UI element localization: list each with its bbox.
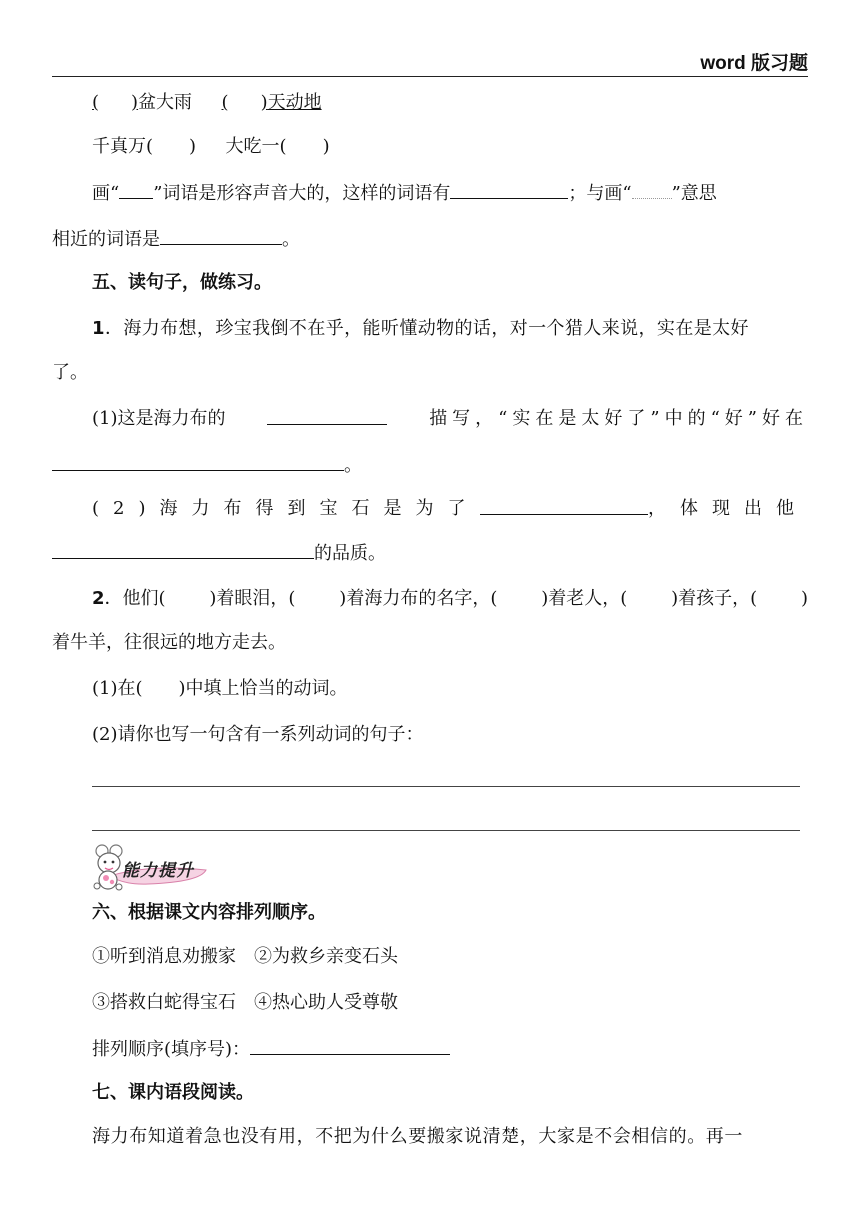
idiom-row-2 — [92, 134, 330, 160]
order-answer: 排列顺序(填序号)： — [92, 1036, 450, 1063]
header-divider — [52, 76, 808, 77]
ability-boost-badge — [88, 842, 212, 892]
idiom-1: ( )盆大雨 — [92, 92, 193, 113]
q1-sentence-line-2: 了。 — [52, 362, 88, 383]
answer-blank[interactable] — [250, 1036, 450, 1055]
header-label: word 版习题 — [700, 53, 808, 74]
answer-line[interactable] — [92, 786, 800, 787]
q1-part-1-line-1: (1)这是海力布的 描写，“实在是太好了”中的“好”好在 — [92, 408, 808, 429]
idiom-4: 大吃一( ) — [225, 136, 330, 157]
order-options-row-2: ③搭救白蛇得宝石 ④热心助人受尊敬 — [92, 992, 398, 1013]
section-5-title: 五、读句子，做练习。 — [92, 272, 272, 293]
answer-line[interactable] — [92, 830, 800, 831]
idiom-3: 千真万( ) — [92, 136, 197, 157]
answer-blank[interactable] — [267, 406, 387, 425]
q1-part-2-line-1: (2)海力布得到宝石是为了 ，体现出他 — [92, 498, 808, 519]
idiom-2: ( )天动地 — [221, 92, 322, 113]
q2-part-2: (2)请你也写一句含有一系列动词的句子： — [92, 724, 424, 745]
answer-blank[interactable] — [450, 180, 568, 199]
answer-blank[interactable] — [52, 452, 344, 471]
passage-line-1: 海力布知道着急也没有用，不把为什么要搬家说清楚，大家是不会相信的。再一 — [92, 1126, 743, 1147]
answer-blank[interactable] — [119, 180, 153, 199]
q2-sentence-line-2: 着牛羊，往很远的地方走去。 — [52, 632, 286, 653]
section-7-title: 七、课内语段阅读。 — [92, 1082, 254, 1103]
q2-sentence-line-1: 2．他们( )着眼泪，( )着海力布的名字，( )着老人，( )着孩子，( ) — [92, 588, 808, 609]
sound-question-line-2: 相近的词语是 。 — [52, 226, 300, 253]
order-options-row-1: ①听到消息劝搬家 ②为救乡亲变石头 — [92, 946, 398, 967]
answer-blank[interactable] — [52, 540, 314, 559]
q1-sentence-line-1: 1．海力布想，珍宝我倒不在乎，能听懂动物的话，对一个猎人来说，实在是太好 — [92, 318, 749, 339]
section-6-title: 六、根据课文内容排列顺序。 — [92, 902, 326, 923]
answer-blank[interactable] — [160, 226, 282, 245]
q1-part-2-line-2: 的品质。 — [52, 540, 386, 567]
answer-blank[interactable] — [480, 496, 649, 515]
idiom-row-1 — [92, 90, 322, 116]
q2-part-1: (1)在( )中填上恰当的动词。 — [92, 678, 348, 699]
q1-part-1-line-2: 。 — [52, 452, 362, 479]
badge-label: 能力提升 — [122, 861, 194, 881]
sound-question-line-1: 画“ ”词语是形容声音大的，这样的词语有 ；与画“ ”意思 — [92, 180, 808, 207]
answer-blank[interactable] — [632, 180, 672, 199]
